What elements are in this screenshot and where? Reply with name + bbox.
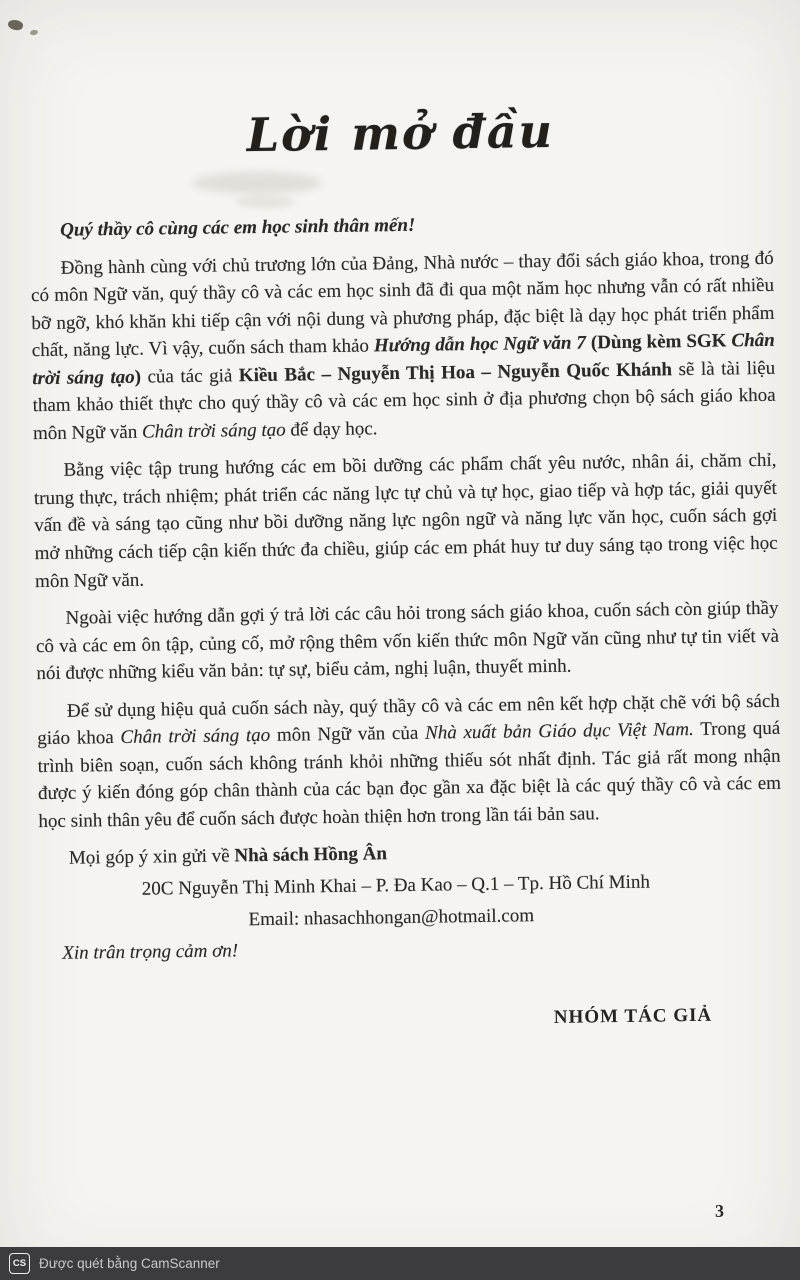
camscanner-footer-bar	[0, 1247, 800, 1280]
contact-line: Mọi góp ý xin gửi về Nhà sách Hồng Ân	[68, 843, 388, 870]
camscanner-footer-text: Được quét bằng CamScanner	[39, 1256, 220, 1271]
email-line: Email: nhasachhongan@hotmail.com	[248, 904, 535, 930]
closing-line: Xin trân trọng cảm ơn!	[62, 940, 239, 964]
paragraph-1: Đồng hành cùng với chủ trương lớn của Đảng, Nhà nước – thay đổi sách giáo khoa, trong đó có môn Ngữ văn, quý thầy cô và các em học sinh đã đi qua một năm học nhưng vẫn có rất nhiều bỡ ngỡ, khó khăn khi tiếp cận với nội dung và phương pháp, đặc biệt là dạy học phát triển phẩm chất, năng lực. Vì vậy, cuốn sách tham khảo Hướng dẫn học Ngữ văn 7 (Dùng kèm SGK Chân trời sáng tạo) của tác giả Kiều Bắc – Nguyễn Thị Hoa – Nguyễn Quốc Khánh sẽ là tài liệu tham khảo thiết thực cho quý thầy cô và các em học sinh ở địa phương chọn bộ sách giáo khoa môn Ngữ văn Chân trời sáng tạo để dạy học.	[30, 247, 776, 444]
salutation-line: Quý thầy cô cùng các em học sinh thân mến!	[60, 214, 416, 241]
paragraph-4: Để sử dụng hiệu quả cuốn sách này, quý thầy cô và các em nên kết hợp chặt chẽ với bộ sách giáo khoa Chân trời sáng tạo môn Ngữ văn của Nhà xuất bản Giáo dục Việt Nam. Trong quá trình biên soạn, cuốn sách không tránh khỏi những thiếu sót nhất định. Tác giả rất mong nhận được ý kiến đóng góp chân thành của các bạn đọc gần xa đặc biệt là các quý thầy cô và các em học sinh thân yêu để cuốn sách được hoàn thiện hơn trong lần tái bản sau.	[37, 690, 782, 833]
body-text	[30, 207, 784, 1036]
paragraph-3: Ngoài việc hướng dẫn gợi ý trả lời các câu hỏi trong sách giáo khoa, cuốn sách còn giúp thầy cô và các em ôn tập, củng cố, mở rộng thêm vốn kiến thức môn Ngữ văn cũng như tự tin viết và nói được những kiểu văn bản: tự sự, biểu cảm, nghị luận, thuyết minh.	[35, 597, 780, 685]
author-signature: NHÓM TÁC GIẢ	[553, 1004, 713, 1028]
paragraph-2: Bằng việc tập trung hướng các em bồi dưỡng các phẩm chất yêu nước, nhân ái, chăm chỉ, trung thực, trách nhiệm; phát triển các năng lực tự chủ và tự học, giao tiếp và hợp tác, giải quyết vấn đề và sáng tạo cũng như bồi dưỡng năng lực ngôn ngữ và năng lực văn học, cuốn sách gợi mở những cách tiếp cận kiến thức đa chiều, giúp các em phát huy tư duy sáng tạo trong việc học môn Ngữ văn.	[33, 450, 778, 592]
camscanner-logo-icon: CS	[9, 1253, 30, 1274]
page-title: Lời mở đầu	[246, 103, 555, 163]
page-number: 3	[715, 1201, 724, 1221]
address-line: 20C Nguyễn Thị Minh Khai – P. Đa Kao – Q.1 – Tp. Hồ Chí Minh	[141, 871, 651, 900]
